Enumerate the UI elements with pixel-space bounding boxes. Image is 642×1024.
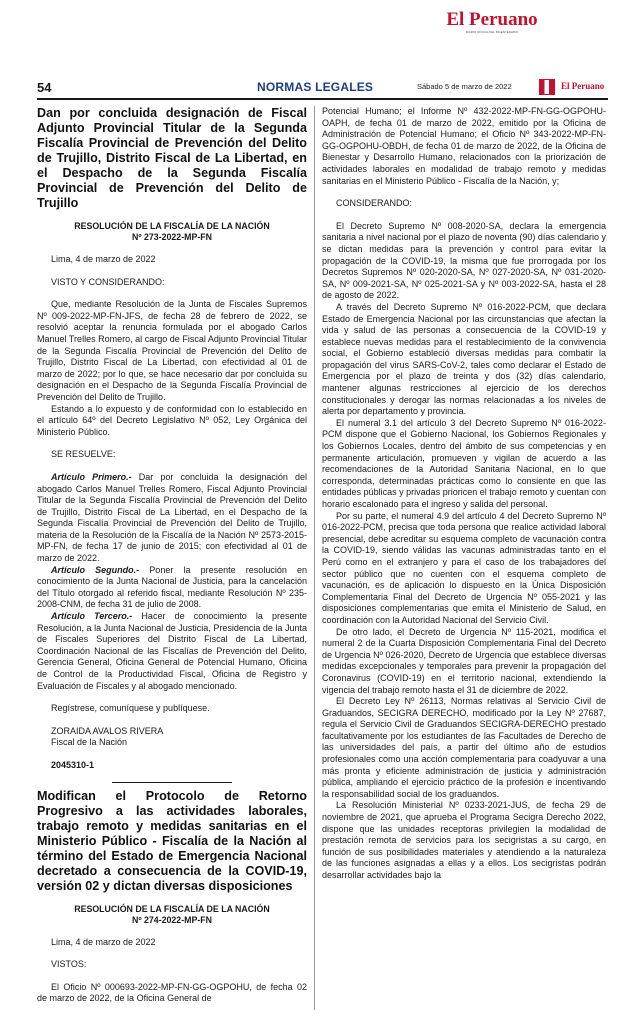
paragraph: El numeral 3.1 del artículo 3 del Decreto Supremo Nº 016-2022-PCM dispone que el Gobierno Nacional, los Gobiernos Regionales y los Gobiernos Locales, dentro del ámbito de sus competencias y en permanente articulación, promueven y vigilan de acuerdo a las recomendaciones de la Autoridad Sanitaria Nacional, en lo que corresponda, determinadas prácticas como lo consiente en que las entidades públicas y privadas prioricen el trabajo remoto y cuentan con horario escalonado para el ingreso y salida del personal. <box>322 417 606 509</box>
signatory-name: ZORAIDA AVALOS RIVERA <box>51 725 164 736</box>
paragraph: A través del Decreto Supremo Nº 016-2022-PCM, que declara Estado de Emergencia Nacional por las circunstancias que afectan la vida y salud de las personas a consecuencia de la COVID-19 y establece nuevas medidas para el restablecimiento de la convivencia social, el Gobierno estableció diversas medidas para combatir la propagación del virus SARS-CoV-2, tales como declarar el Estado de Emergencia por el plazo de treinta y dos (32) días calendario, mantener algunas restricciones al ejercicio de los derechos constitucionales y derogar las normas relacionadas a los niveles de alerta por departamento y provincia. <box>322 301 606 417</box>
paragraph-continued: Potencial Humano; el Informe Nº 432-2022-MP-FN-GG-OGPOHU-OAPH, de fecha 01 de marzo de 2022, emitido por la Oficina de Administración de Potencial Humano; el Oficio Nº 343-2022-MP-FN-GG-OGPOHU-OBDH, de fecha 01 de marzo de 2022, de la Oficina de Bienestar y Desarrollo Humano, relacionados con la priorización de actividades laborales en modalidad de trabajo remoto y medidas sanitarias en el Ministerio Público - Fiscalía de la Nación, y; <box>322 106 606 186</box>
considerando-heading: CONSIDERANDO: <box>336 198 413 209</box>
article-separator <box>112 782 232 783</box>
column-divider <box>314 106 315 1010</box>
signatory-role: Fiscal de la Nación <box>51 737 128 748</box>
article-headline: Dan por concluida designación de Fiscal Adjunto Provincial Titular de la Segunda Fiscalía Provincial de Prevención del Delito de Trujillo, Distrito Fiscal de La Libertad, en el Despacho de la Segunda Fiscalía Provincial de Prevención del Delito de Trujillo <box>37 106 307 210</box>
masthead-tagline: DIARIO OFICIAL DEL BICENTENARIO <box>465 30 519 34</box>
resolution-title <box>37 221 307 243</box>
publication-date: Sábado 5 de marzo de 2022 <box>417 82 512 91</box>
right-column <box>322 106 606 1010</box>
left-column <box>37 106 307 1010</box>
article-label: Artículo Segundo.- <box>51 564 140 575</box>
resolution-title-line: RESOLUCIÓN DE LA FISCALÍA DE LA NACIÓN <box>74 903 270 914</box>
vistos-heading: VISTOS: <box>51 959 87 970</box>
paragraph: El Oficio Nº 000693-2022-MP-FN-GG-OGPOHU, de fecha 02 de marzo de 2022, de la Oficina General de <box>37 981 307 1004</box>
article-label: Artículo Tercero.- <box>51 611 133 622</box>
peru-shield-icon <box>539 79 555 95</box>
article-headline: Modifican el Protocolo de Retorno Progresivo a las actividades laborales, trabajo remoto y medidas sanitarias en el Ministerio Público - Fiscalía de la Nación al término del Estado de Emergencia Nacional decretado a consecuencia de la COVID-19, versión 02 y dictan diversas disposiciones <box>37 788 307 893</box>
resolution-title <box>37 904 307 926</box>
header-brand: El Peruano <box>561 81 605 91</box>
paragraph: De otro lado, el Decreto de Urgencia Nº 115-2021, modifica el numeral 2 de la Cuarta Disposición Complementaria Final del Decreto de Urgencia Nº 026-2020, Decreto de Urgencia que establece diversas medidas excepcionales y temporales para prevenir la propagación del Coronavirus (COVID-19) en el territorio nacional, extendiendo la vigencia del trabajo remoto hasta el 31 de diciembre de 2022. <box>322 626 606 695</box>
page-number: 54 <box>37 80 52 95</box>
article-third <box>37 611 307 692</box>
section-title: NORMAS LEGALES <box>257 80 374 94</box>
visto-heading: VISTO Y CONSIDERANDO: <box>51 276 165 287</box>
masthead <box>444 10 540 36</box>
resolution-number: Nº 274-2022-MP-FN <box>132 914 212 925</box>
paragraph: Por su parte, el numeral 4.9 del artículo 4 del Decreto Supremo Nº 016-2022-PCM, precisa que toda persona que realice actividad laboral presencial, debe acreditar su esquema completo de vacunación contra la COVID-19, siendo válidas las vacunas administradas tanto en el Perú como en el extranjero y para el caso de los trabajadores del sector público que no cuenten con el esquema completo de vacunación, es de aplicación lo dispuesto en la Única Disposición Complementaria Final del Decreto de Urgencia Nº 055-2021 y las disposiciones complementarias que emita el Ministerio de Salud, en coordinación con la Autoridad Nacional del Servicio Civil. <box>322 510 606 625</box>
article-text: Hacer de conocimiento la presente Resolución, a la Junta Nacional de Justicia, Presidencia de la Junta de Fiscales Superiores del Distrito Fiscal de La Libertad, Coordinación Nacional de las Fiscalías de Prevención del Delito, Gerencia General, Oficina General de Potencial Humano, Oficina de Control de la Productividad Fiscal, Oficina de Registro y Evaluación de Fiscales y al abogado mencionado. <box>37 611 307 691</box>
article-text: Dar por concluida la designación del abogado Carlos Manuel Trelles Romero, Fiscal Adjunto Provincial Titular de la Segunda Fiscalía Provincial de Prevención del Delito de Trujillo, Distrito Fiscal de La Libertad, en el Despacho de la Segunda Fiscalía Provincial de Prevención del Delito de Trujillo, materia de la Resolución de la Fiscalía de la Nación Nº 2573-2015-MP-FN, de fecha 17 de junio de 2015; con efectividad al 01 de marzo de 2022. <box>37 471 307 564</box>
resolution-title-line: RESOLUCIÓN DE LA FISCALÍA DE LA NACIÓN <box>74 221 270 231</box>
paragraph: Que, mediante Resolución de la Junta de Fiscales Supremos Nº 009-2022-MP-FN-JFS, de fecha 28 de febrero de 2022, se resolvió aceptar la renuncia formulada por el abogado Carlos Manuel Trelles Romero, al cargo de Fiscal Adjunto Provincial Titular de la Segunda Fiscalía Provincial de Prevención del Delito de Trujillo, Distrito Fiscal de La Libertad, con efectividad al 01 de marzo de 2022; por lo que, se hace necesario dar por concluida su designación en el Despacho de la Segunda Fiscalía Provincial de Prevención del Delito de Trujillo. <box>37 299 307 402</box>
page-header <box>37 78 608 100</box>
closing-formula: Regístrese, comuníquese y publíquese. <box>51 703 210 714</box>
masthead-logo: El Peruano <box>446 9 538 30</box>
article-first <box>37 472 307 565</box>
publication-code: 2045310-1 <box>51 759 95 770</box>
article-label: Artículo Primero.- <box>51 471 132 482</box>
resolution-date: Lima, 4 de marzo de 2022 <box>51 936 156 947</box>
paragraph: El Decreto Supremo Nº 008-2020-SA, declara la emergencia sanitaria a nivel nacional por el plazo de noventa (90) días calendario y se dictan medidas para la prevención y control para evitar la propagación de la COVID-19, la misma que fue prorrogada por los Decretos Supremos Nº 020-2020-SA, Nº 027-2020-SA, Nº 031-2020-SA, Nº 009-2021-SA, Nº 025-2021-SA y Nº 003-2022-SA, hasta el 28 de agosto de 2022. <box>322 220 606 301</box>
resolution-date: Lima, 4 de marzo de 2022 <box>51 254 156 264</box>
article-second <box>37 565 307 611</box>
paragraph: La Resolución Ministerial Nº 0233-2021-JUS, de fecha 29 de noviembre de 2021, que aprueba el Programa Secigra Derecho 2022, dispone que las unidades receptoras privilegien la modalidad de prestación remota de servicios para los secigristas a su cargo, en función de sus posibilidades materiales y atendiendo a la naturaleza de las funciones asignadas a ellas y a ellos. Los secigristas podrán desarrollar actividades bajo la <box>322 800 606 880</box>
resuelve-heading: SE RESUELVE: <box>51 449 116 460</box>
article-text: Poner la presente resolución en conocimiento de la Junta Nacional de Justicia, para la cancelación del Título otorgado al referido fiscal, mediante Resolución Nº 235-2008-CNM, de fecha 31 de julio de 2008. <box>37 564 307 610</box>
paragraph: El Decreto Ley Nº 26113, Normas relativas al Servicio Civil de Graduandos, SECIGRA DERECHO, modificado por la Ley Nº 27687, regula el Servicio Civil de Graduandos SECIGRA-DERECHO prestado facultativamente por los estudiantes de las Facultades de Derecho de las universidades del país, a partir del último año de estudios profesionales como una acción complementaria para coadyuvar a una más pronta y eficiente administración de justicia y administración pública, ampliando el ejercicio práctico de la profesión e incentivando la responsabilidad social de los graduandos. <box>322 696 606 799</box>
paragraph: Estando a lo expuesto y de conformidad con lo establecido en el artículo 64º del Decreto Legislativo Nº 052, Ley Orgánica del Ministerio Público. <box>37 403 307 437</box>
resolution-number: Nº 273-2022-MP-FN <box>132 232 212 242</box>
